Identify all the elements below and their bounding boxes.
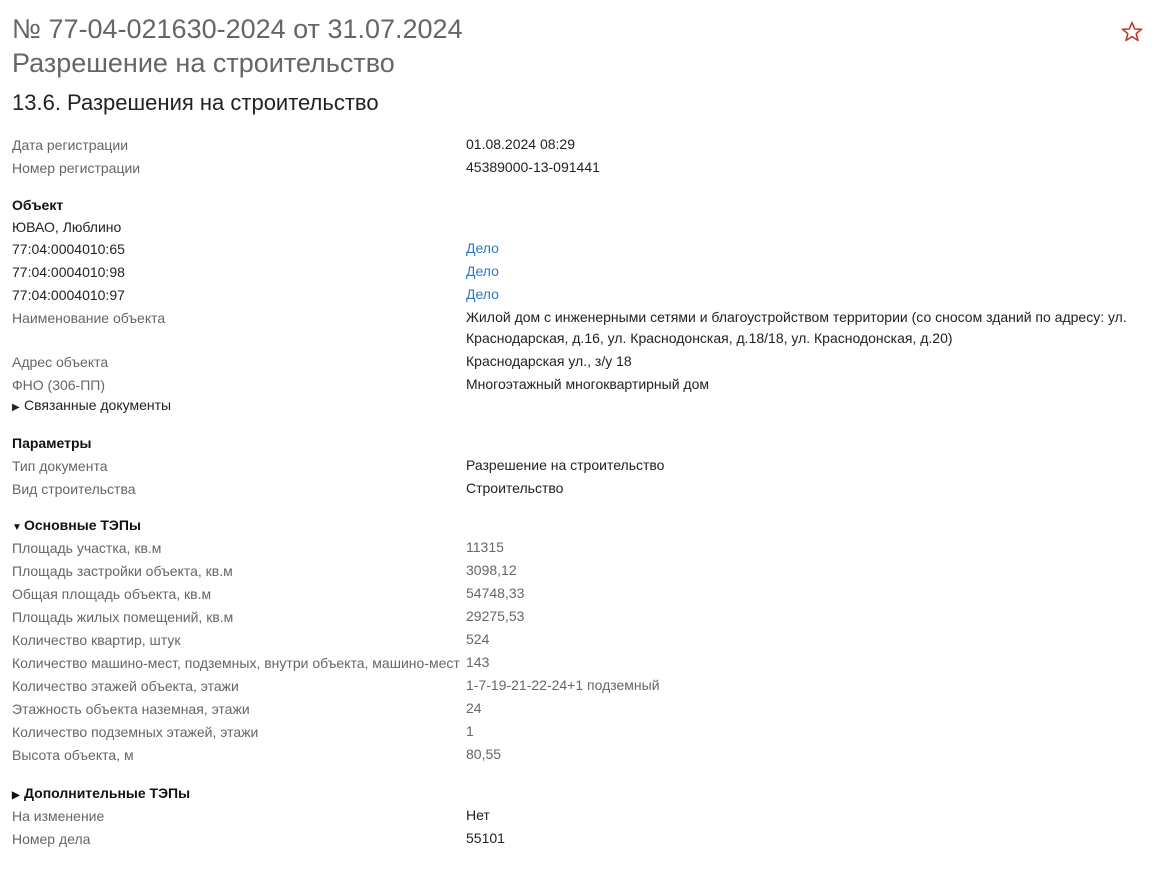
object-district: ЮВАО, Люблино xyxy=(12,219,122,235)
object-name-line: Краснодарская, д.16, ул. Краснодонская, д.18/18, ул. Краснодонская, д.20) xyxy=(466,330,953,346)
triangle-right-icon: ▶ xyxy=(12,402,20,413)
case-link[interactable]: Дело xyxy=(466,263,499,279)
case-link[interactable]: Дело xyxy=(466,240,499,256)
case-link[interactable]: Дело xyxy=(466,286,499,302)
object-name-label: Наименование объекта xyxy=(12,310,166,326)
cadastral-number: 77:04:0004010:97 xyxy=(12,287,125,303)
tep-value: 54748,33 xyxy=(466,585,525,601)
cadastral-number: 77:04:0004010:98 xyxy=(12,264,125,280)
doc-type-value: Разрешение на строительство xyxy=(466,457,665,473)
document-type-title: Разрешение на строительство xyxy=(12,48,395,78)
doc-type-label: Тип документа xyxy=(12,458,108,474)
related-documents-label: Связанные документы xyxy=(24,397,172,413)
registration-date-value: 01.08.2024 08:29 xyxy=(466,136,575,152)
object-fno-label: ФНО (306-ПП) xyxy=(12,377,106,393)
triangle-right-icon: ▶ xyxy=(12,790,20,801)
registration-date-label: Дата регистрации xyxy=(12,137,129,153)
section-title-object: Объект xyxy=(12,197,64,213)
related-documents-toggle[interactable] xyxy=(12,397,171,413)
tep-value: 524 xyxy=(466,631,490,647)
change-label: На изменение xyxy=(12,808,105,824)
cadastral-number: 77:04:0004010:65 xyxy=(12,241,125,257)
tep-label: Количество этажей объекта, этажи xyxy=(12,678,239,694)
extra-tep-title: Дополнительные ТЭПы xyxy=(24,785,191,801)
tep-value: 11315 xyxy=(466,539,504,555)
section-title-parameters: Параметры xyxy=(12,435,92,451)
tep-label: Площадь участка, кв.м xyxy=(12,540,162,556)
tep-label: Количество квартир, штук xyxy=(12,632,181,648)
case-number-value: 55101 xyxy=(466,830,505,846)
tep-value: 143 xyxy=(466,654,490,670)
tep-label: Площадь застройки объекта, кв.м xyxy=(12,563,233,579)
document-category: 13.6. Разрешения на строительство xyxy=(12,90,379,115)
change-value: Нет xyxy=(466,807,490,823)
triangle-down-icon: ▼ xyxy=(12,522,22,533)
main-tep-toggle[interactable] xyxy=(12,517,141,533)
object-name-line: Жилой дом с инженерными сетями и благоустройством территории (со сносом зданий по адресу: ул. xyxy=(466,309,1127,325)
tep-value: 1-7-19-21-22-24+1 подземный xyxy=(466,677,660,693)
construction-type-label: Вид строительства xyxy=(12,481,136,497)
registration-number-value: 45389000-13-091441 xyxy=(466,159,600,175)
case-number-label: Номер дела xyxy=(12,831,91,847)
registration-number-label: Номер регистрации xyxy=(12,160,141,176)
tep-label: Количество машино-мест, подземных, внутри объекта, машино-мест xyxy=(12,655,460,671)
document-number-title: № 77-04-021630-2024 от 31.07.2024 xyxy=(12,14,463,44)
tep-value: 29275,53 xyxy=(466,608,525,624)
tep-label: Количество подземных этажей, этажи xyxy=(12,724,259,740)
object-address-value: Краснодарская ул., з/у 18 xyxy=(466,353,632,369)
extra-tep-toggle[interactable] xyxy=(12,785,190,801)
object-fno-value: Многоэтажный многоквартирный дом xyxy=(466,376,710,392)
tep-value: 1 xyxy=(466,723,474,739)
construction-type-value: Строительство xyxy=(466,480,564,496)
star-outline-icon[interactable] xyxy=(1120,20,1144,44)
tep-value: 80,55 xyxy=(466,746,502,762)
tep-value: 3098,12 xyxy=(466,562,517,578)
object-address-label: Адрес объекта xyxy=(12,354,109,370)
tep-label: Высота объекта, м xyxy=(12,747,134,763)
tep-label: Общая площадь объекта, кв.м xyxy=(12,586,212,602)
tep-label: Площадь жилых помещений, кв.м xyxy=(12,609,234,625)
tep-value: 24 xyxy=(466,700,482,716)
main-tep-title: Основные ТЭПы xyxy=(24,517,141,533)
tep-label: Этажность объекта наземная, этажи xyxy=(12,701,250,717)
object-name-value xyxy=(466,307,1127,349)
